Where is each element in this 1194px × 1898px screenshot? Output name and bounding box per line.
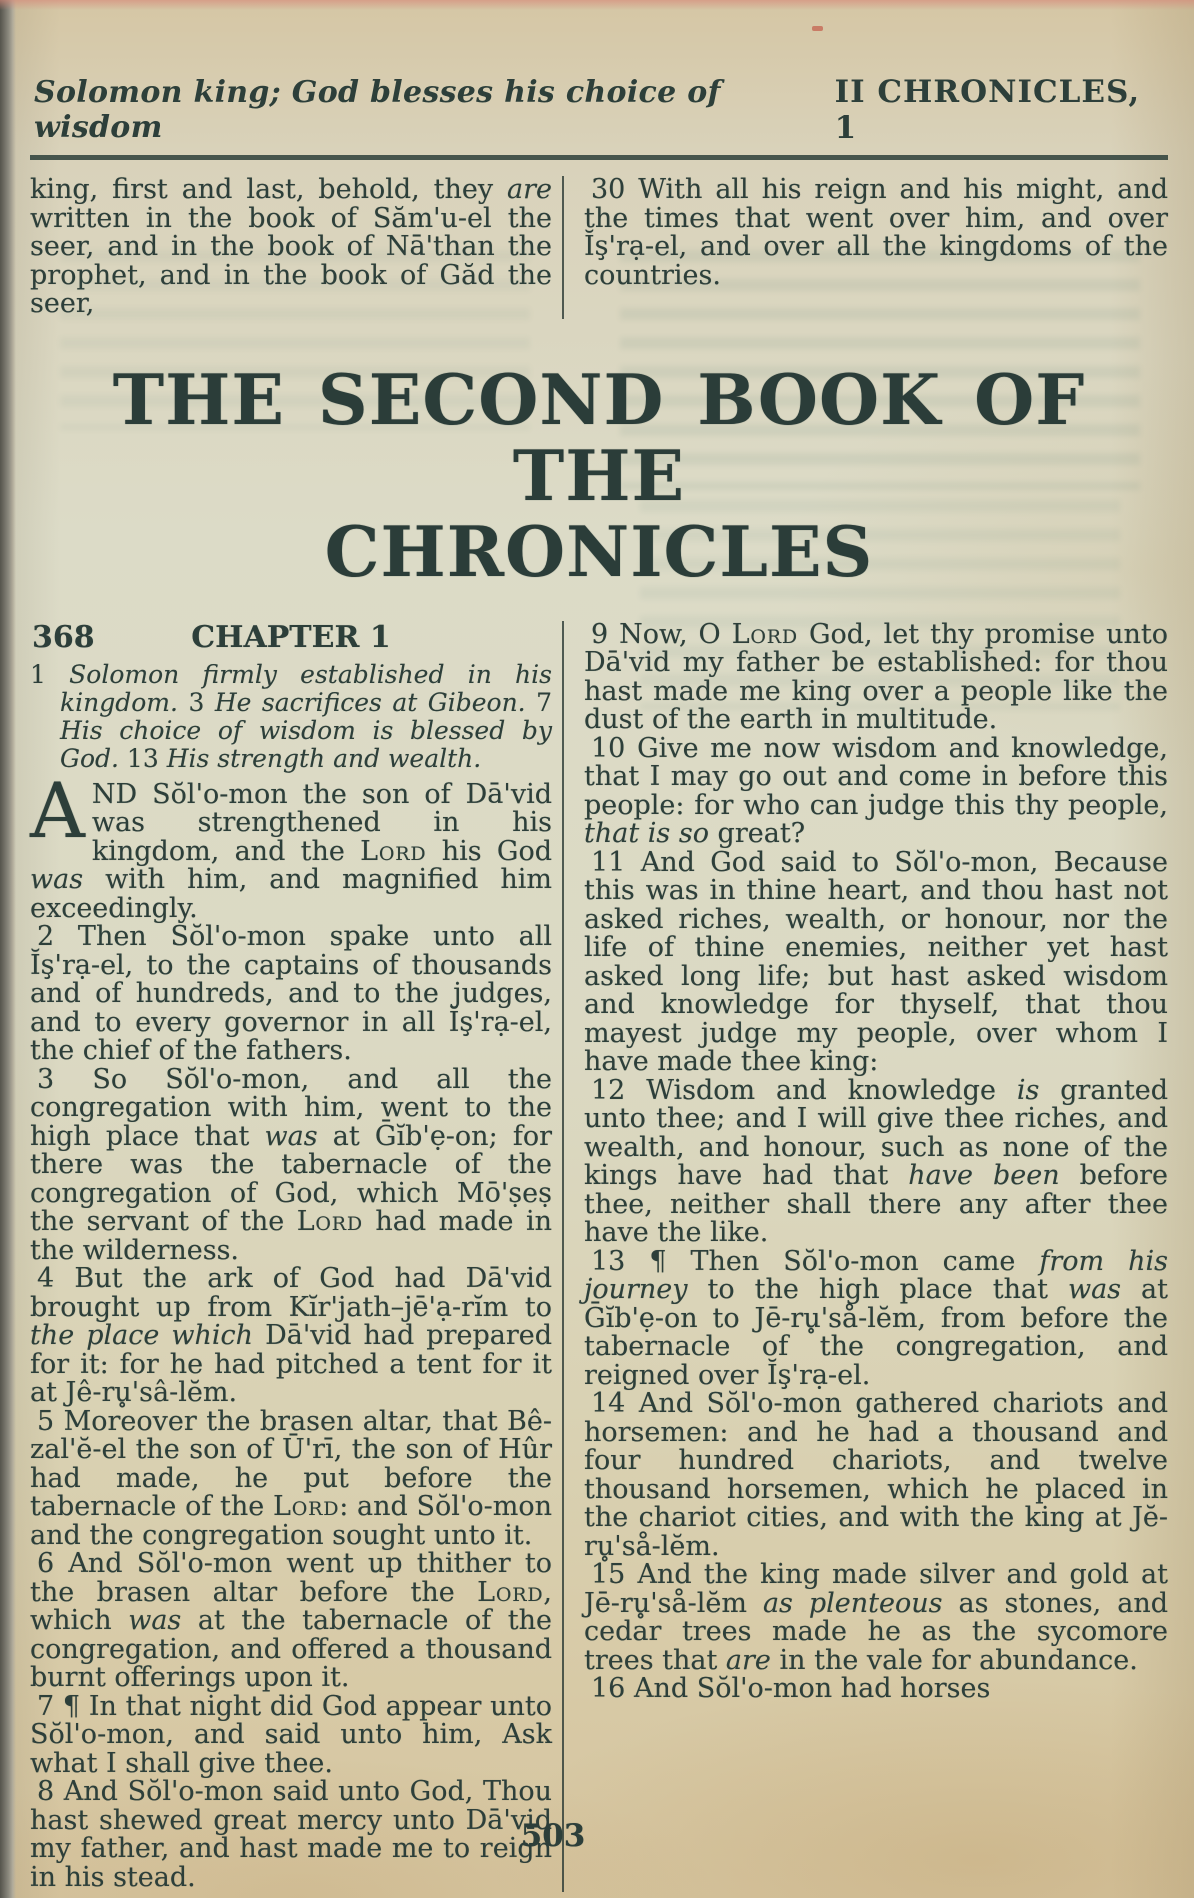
text-segment: 16 And Sŏl'o-mon had horses (591, 1673, 991, 1704)
text-segment: the place which (30, 1320, 254, 1351)
text-segment: 7 ¶ In that night did God appear unto Sŏl'o-mon, and said unto him, Ask what I shall give thee. (30, 1690, 552, 1779)
text-segment: king, first and last, behold, they (30, 174, 508, 205)
text-segment: are (507, 174, 552, 205)
text-segment: have been (908, 1160, 1060, 1191)
text-segment: 5 Moreover the brasen altar, that Bê-zal'ĕ-el the son of Ū'rī, the son of Hûr had made, he put before the tabernacle of the (30, 1405, 552, 1522)
continuation-right-column (562, 176, 1168, 319)
text-segment: his God (426, 835, 552, 867)
continuation-left-text (30, 176, 552, 319)
book-title (30, 359, 1168, 593)
text-segment: God, let thy promise unto Dā'vid my father be established: for thou hast made me king over a people like the dust of the earth in multitude. (584, 618, 1168, 735)
text-segment: Solomon firmly established in his kingdom. (60, 659, 552, 717)
text-segment: ND Sŏl'o-mon the son of Dā'vid was strengthened in his kingdom, and the (91, 778, 552, 867)
book-title-line-2: CHRONICLES (324, 511, 874, 593)
text-segment: 3 (188, 687, 215, 717)
text-segment: in the vale for abundance. (770, 1644, 1138, 1676)
verse-1 (30, 765, 552, 924)
drop-cap: A (30, 765, 85, 855)
text-segment: 12 Wisdom and knowledge (591, 1074, 1017, 1106)
continuation-right-text (584, 176, 1168, 290)
text-segment: 13 (126, 743, 167, 773)
text-segment: 8 And Sŏl'o-mon said unto God, Thou hast shewed great mercy unto Dā'vid my father, and hast made me to reign in his stead. (30, 1776, 552, 1893)
text-segment: from his journey (584, 1245, 1168, 1305)
text-segment: Lord (360, 835, 427, 867)
text-segment: 1 (30, 659, 70, 689)
verse-12 (584, 1074, 1168, 1248)
text-segment: was (264, 1120, 318, 1152)
chapter-heading: CHAPTER 1 (191, 619, 391, 655)
chapter-heading-row (30, 621, 552, 655)
page-content (14, 0, 1194, 1892)
text-segment: Dā'vid had prepared for it: for he had pitched a tent for it at Jê-ru̥'sâ-lĕm. (30, 1320, 552, 1408)
verse-10 (584, 732, 1168, 849)
text-segment: He sacrifices at Gibeon. (214, 687, 537, 717)
verse-15 (584, 1561, 1168, 1675)
text-segment: at Ḡĭb'ẹ-on to Jē-ru̥'så-lĕm, from before the tabernacle of the congregation, and reigned over Ĭş'rạ-el. (584, 1274, 1168, 1391)
text-segment: with him, and magnified him exceedingly. (30, 864, 552, 924)
verse-16 (584, 1675, 1168, 1704)
text-segment: 13 ¶ Then Sŏl'o-mon came (591, 1245, 1040, 1277)
text-segment: was (1067, 1274, 1122, 1305)
text-segment: as stones, and cedar trees made he as the sycomore trees that (584, 1587, 1168, 1676)
text-segment: 30 With all his reign and his might, and the times that went over him, and over Ĭş'rạ-el, and over all the kingdoms of the countries. (584, 174, 1168, 291)
text-segment: are (725, 1644, 771, 1676)
text-segment: at the tabernacle of the congregation, and offered a thousand burnt offerings upon it. (30, 1605, 552, 1693)
continuation-left-column (30, 176, 552, 319)
verse-2 (30, 923, 552, 1066)
text-segment: Lord (272, 1491, 340, 1522)
running-header (30, 74, 1168, 146)
text-segment: was (128, 1605, 182, 1636)
text-segment: was (30, 864, 84, 895)
text-segment: : and Sŏl'o-mon and the congregation sought unto it. (30, 1491, 552, 1551)
text-segment: 10 Give me now wisdom and knowledge, that I may go out and come in before this people: for who can judge this thy people, (584, 732, 1168, 821)
text-segment: His strength and wealth. (166, 743, 482, 773)
running-head-text: Solomon king; God blesses his choice of wisdom (34, 75, 721, 145)
verse-7 (30, 1690, 552, 1779)
text-segment: 14 And Sŏl'o-mon gathered chariots and horsemen: and he had a thousand and four hundred chariots, and twelve thousand horsemen, which he placed in the chariot cities, and with the king at Jĕ-ru̥'så-lĕm. (584, 1388, 1168, 1562)
text-segment: 15 And the king made silver and gold at Jē-ru̥'så-lĕm (584, 1559, 1168, 1619)
verses-right (584, 618, 1168, 1704)
verse-9 (584, 618, 1168, 735)
page-number: 503 (520, 1818, 586, 1854)
text-segment: at Ḡĭb'ẹ-on; for there was the tabernacle of the congregation of God, which Mō'ṣeṣ the servant of the (30, 1120, 552, 1237)
text-segment: Lord (296, 1206, 363, 1237)
text-segment: Lord (477, 1576, 544, 1608)
text-segment: as plenteous (762, 1587, 943, 1619)
verse-4 (30, 1265, 552, 1408)
text-segment: had made in the wilderness. (30, 1206, 552, 1266)
text-segment: 9 Now, O (591, 618, 732, 650)
text-segment: 4 But the ark of God had Dā'vid brought up from Kĭr'jath–jē'ạ-rĭm to (30, 1263, 552, 1323)
text-column-right (562, 618, 1168, 1893)
text-segment: 2 Then Sŏl'o-mon spake unto all Ĭş'rạ-el, to the captains of thousands and of hundreds, and to the judges, and to every governor in all Ĭş'rạ-el, the chief of the fathers. (30, 921, 552, 1066)
verses-left (30, 765, 552, 1893)
section-number: 368 (32, 619, 95, 655)
text-segment: to the high place that (687, 1274, 1068, 1305)
continuation-section (30, 176, 1168, 319)
text-segment: Lord (731, 618, 798, 650)
chapter-summary (30, 661, 552, 773)
verse-14 (584, 1390, 1168, 1561)
verse-11 (584, 846, 1168, 1077)
text-segment: great? (708, 818, 806, 849)
text-column-left (30, 621, 552, 1893)
text-segment: 3 So Sŏl'o-mon, and all the congregation with him, went to the high place that (30, 1063, 552, 1152)
text-segment: is (1016, 1074, 1040, 1106)
book-chapter-reference: II CHRONICLES, 1 (834, 74, 1141, 146)
verse-13 (584, 1245, 1168, 1391)
header-rule (30, 155, 1168, 160)
text-segment: 7 (536, 687, 553, 717)
verse-3 (30, 1063, 552, 1266)
verse-6 (30, 1550, 552, 1693)
text-segment: His choice of wisdom is blessed by God. (60, 715, 552, 773)
text-segment: before thee, neither shall there any after thee have the like. (584, 1160, 1168, 1248)
text-segment: that is so (584, 818, 709, 849)
text-segment: granted unto thee; and I will give thee riches, and wealth, and honour, such as none of the kings have had that (584, 1074, 1168, 1191)
book-title-line-1: THE SECOND BOOK OF THE (112, 359, 1086, 517)
text-segment: 11 And God said to Sŏl'o-mon, Because this was in thine heart, and thou hast not asked riches, wealth, or honour, nor the life of thine enemies, neither yet hast asked long life; but hast asked wisdom and knowledge for thyself, that thou mayest judge my people, over whom I have made thee king: (584, 846, 1168, 1077)
text-segment: written in the book of Săm'u-el the seer, and in the book of Nā'than the prophet, and in the book of Găd the seer, (30, 202, 552, 319)
verse-5 (30, 1405, 552, 1551)
chapter-text-section (30, 618, 1168, 1893)
text-segment: , which (30, 1576, 552, 1636)
text-segment: 6 And Sŏl'o-mon went up thither to the brasen altar before the (30, 1548, 552, 1608)
